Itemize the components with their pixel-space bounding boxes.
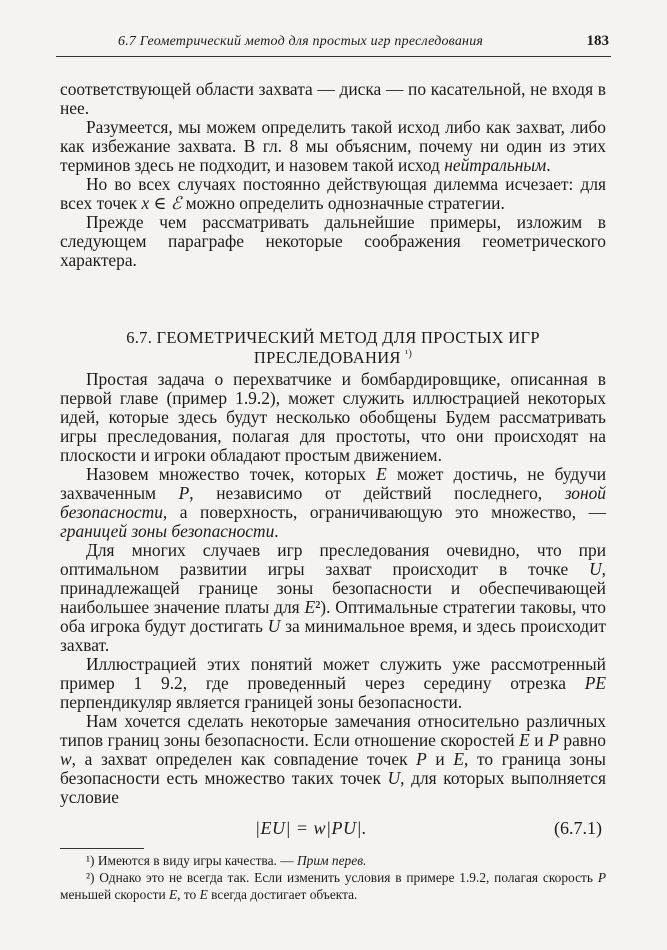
italic-run: U	[387, 768, 401, 788]
body-text-main	[60, 370, 606, 807]
paragraph	[60, 370, 606, 465]
text-run: Прежде чем рассматривать дальнейшие примеры, изложим в следующем параграфе некоторые соображения геометрического характера.	[60, 212, 606, 270]
footnote-mark: ¹)	[405, 348, 413, 360]
paragraph	[60, 213, 606, 270]
paragraph	[60, 80, 606, 118]
text-run: , то	[177, 887, 200, 902]
text-run: может достичь, не будучи захваченным	[60, 464, 606, 503]
italic-run: E	[376, 464, 387, 484]
italic-run: нейтральным	[444, 155, 547, 175]
paragraph	[60, 655, 606, 712]
text-run: Иллюстрацией этих понятий может служить уже рассмотренный пример 1 9.2, где проведенный через середину отрезка	[60, 654, 606, 693]
footnotes	[60, 852, 606, 903]
text-run: Простая задача о перехватчике и бомбардировщике, описанная в первой главе (пример 1.9.2), может служить иллюстрацией некоторых идей, которые здесь будут несколько обобщены Будем рассматривать игры преследования, полагая для простоты, что они происходят на плоскости и игроки обладают простым движением.	[60, 369, 606, 465]
paragraph	[60, 712, 606, 807]
text-run: ²) Однако это не всегда так. Если изменить условия в примере 1.9.2, полагая скорость	[86, 870, 598, 885]
italic-run: E	[304, 597, 316, 617]
text-run: , независимо от действий последнего,	[189, 483, 565, 503]
italic-run: P	[548, 730, 559, 750]
text-run: , принадлежащей границе зоны безопасности и обеспечивающей наибольшее значение платы для	[60, 559, 606, 617]
body-text-top	[60, 80, 606, 270]
text-run: , то граница зоны безопасности есть множество таких точек	[60, 749, 606, 788]
italic-run: E	[519, 730, 530, 750]
equation	[60, 818, 606, 842]
text-run: .	[546, 155, 551, 175]
paragraph	[60, 465, 606, 541]
italic-run: P	[416, 749, 427, 769]
text-run: , для которых выполняется условие	[60, 768, 606, 807]
text-run: меньшей скорости	[60, 887, 169, 902]
section-heading-line1: 6.7. ГЕОМЕТРИЧЕСКИЙ МЕТОД ДЛЯ ПРОСТЫХ ИГР	[126, 328, 540, 347]
section-heading	[60, 328, 606, 368]
text-run: перпендикуляр является границей зоны безопасности.	[60, 692, 463, 712]
equation-body: |EU| = w|PU|.	[255, 818, 367, 838]
italic-run: U	[589, 559, 602, 579]
footnote	[60, 869, 606, 903]
page-number: 183	[586, 33, 609, 49]
text-run: Разумеется, мы можем определить такой исход либо как захват, либо как избежание захвата. В гл. 8 мы объясним, почему ни один из этих терминов здесь не подходит, и назовем такой исход	[60, 117, 606, 175]
text-run: и	[426, 749, 454, 769]
text-run: Назовем множество точек, которых	[86, 464, 377, 484]
text-run: Для многих случаев игр преследования очевидно, что при оптимальном развитии игры захват происходит в точке	[60, 540, 606, 579]
italic-run: E	[168, 887, 178, 902]
paragraph	[60, 541, 606, 655]
footnote-rule	[60, 848, 144, 849]
running-head: 6.7 Геометрический метод для простых игр преследования	[118, 34, 484, 49]
text-run: за минимальное время, и здесь происходит захват.	[60, 616, 606, 655]
text-run: , а захват определен как совпадение точек	[71, 749, 417, 769]
italic-run: зоной безопасности	[60, 483, 606, 522]
text-run: Нам хочется сделать некоторые замечания относительно различных типов границ зоны безопасности. Если отношение скоростей	[60, 711, 606, 750]
italic-run: P	[597, 870, 606, 885]
text-run: , а поверхность, ограничивающую это множество, —	[162, 502, 606, 522]
page-header	[56, 30, 611, 57]
text-run: соответствующей области захвата — диска — по касательной, не входя в нее.	[60, 79, 606, 118]
italic-run: Прим перев.	[296, 853, 367, 868]
text-run: всегда достигает объекта.	[207, 887, 358, 902]
equation-number: (6.7.1)	[554, 818, 602, 838]
text-run: можно определить однозначные стратегии.	[181, 193, 505, 213]
italic-run: E	[199, 887, 208, 902]
italic-run: w	[60, 749, 72, 769]
text-run: равно	[558, 730, 607, 750]
italic-run: P	[178, 483, 190, 503]
italic-run: x ∈ ℰ	[141, 193, 182, 213]
italic-run: E	[453, 749, 465, 769]
footnote	[60, 852, 606, 869]
italic-run: PE	[584, 673, 606, 693]
section-heading-line2: ПРЕСЛЕДОВАНИЯ	[253, 348, 401, 367]
text-run: .	[274, 521, 279, 541]
text-run: Но во всех случаях постоянно действующая дилемма исчезает: для всех точек	[60, 174, 606, 213]
paragraph	[60, 175, 606, 213]
italic-run: U	[267, 616, 281, 636]
italic-run: границей зоны безопасности	[60, 521, 275, 541]
text-run: и	[529, 730, 549, 750]
text-run: ²). Оптимальные стратегии таковы, что оба игрока будут достигать	[60, 597, 606, 636]
paragraph	[60, 118, 606, 175]
text-run: ¹) Имеются в виду игры качества. —	[86, 853, 297, 868]
